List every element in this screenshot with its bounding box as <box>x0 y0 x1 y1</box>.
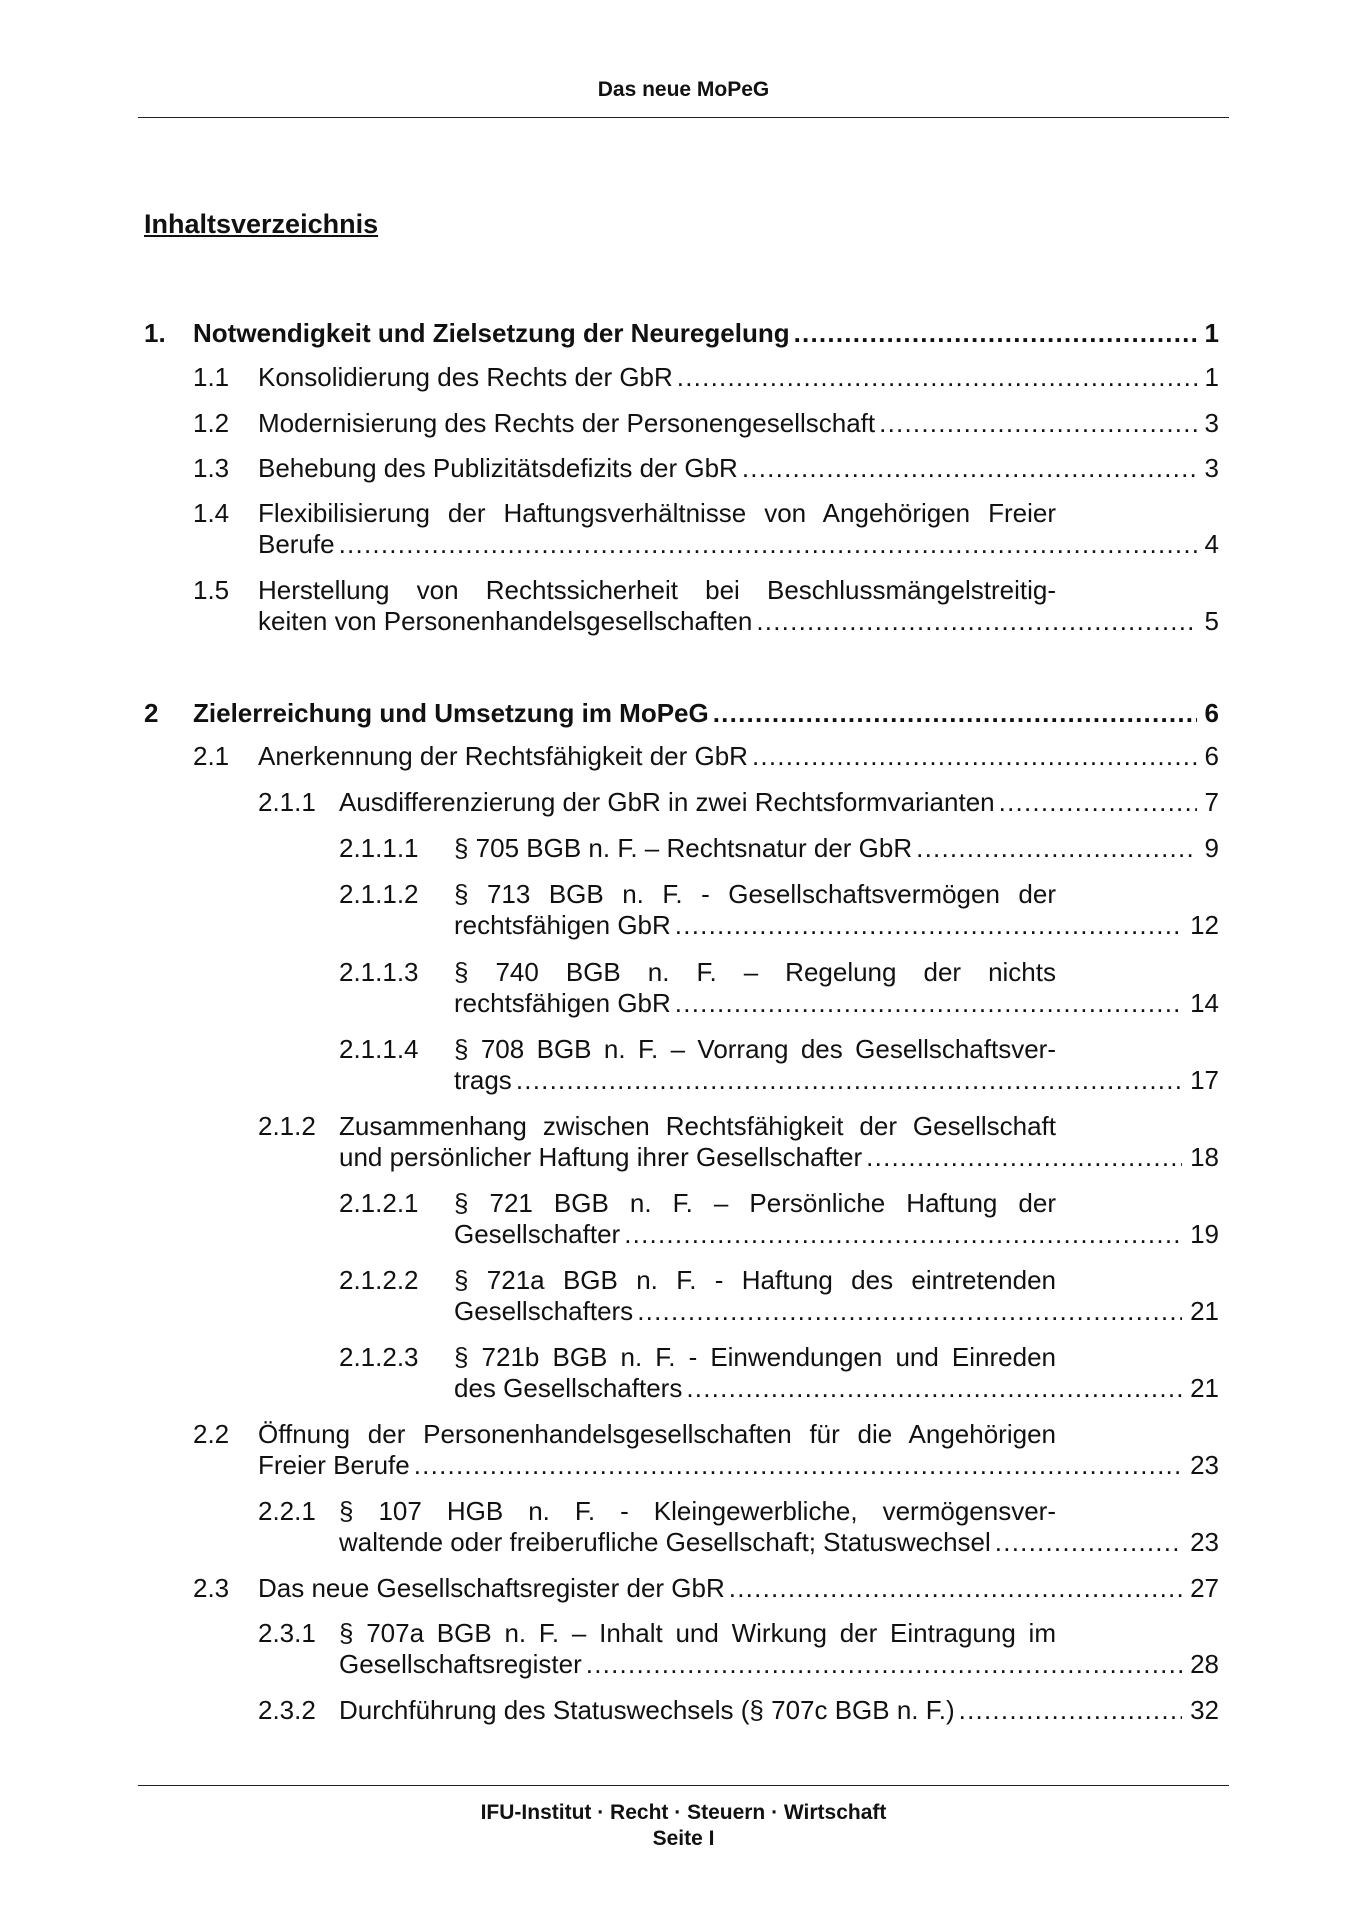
dot-leader <box>675 910 1182 941</box>
dot-leader <box>637 1296 1182 1327</box>
toc-entry-title-line: Berufe <box>258 529 335 559</box>
toc-entry-number: 2.1.2.2 <box>339 1265 419 1295</box>
toc-entry-page-number: 12 <box>1190 910 1219 940</box>
toc-entry-title-line: rechtsfähigen GbR <box>454 988 671 1018</box>
toc-entry-title-line: des Gesellschafters <box>454 1373 683 1403</box>
toc-entry-title-line: Modernisierung des Rechts der Personengesellschaft <box>258 408 876 438</box>
dot-leader <box>756 606 1196 637</box>
toc-entry-page-number: 27 <box>1190 1573 1219 1603</box>
toc-entry-number: 2.2 <box>193 1419 230 1449</box>
toc-entry-title-line: Notwendigkeit und Zielsetzung der Neuregelung <box>193 318 790 348</box>
toc-entry-number: 1.1 <box>193 362 230 392</box>
toc-title: Inhaltsverzeichnis <box>144 209 379 239</box>
footer-rule <box>138 1785 1229 1786</box>
toc-entry-title-line: Anerkennung der Rechtsfähigkeit der GbR <box>258 741 748 771</box>
toc-entry-page-number: 21 <box>1190 1296 1219 1326</box>
dot-leader <box>624 1219 1182 1250</box>
dot-leader <box>414 1450 1182 1481</box>
toc-entry-page-number: 3 <box>1204 453 1219 483</box>
toc-entry-title-line: § 740 BGB n. F. – Regelung der nichts <box>454 957 1056 987</box>
toc-entry-title-line: § 713 BGB n. F. - Gesellschaftsvermögen der <box>454 879 1056 909</box>
dot-leader <box>999 787 1197 818</box>
toc-entry-title-line: Gesellschaftsregister <box>339 1649 582 1679</box>
toc-entry-number: 2.1.1.1 <box>339 833 419 863</box>
toc-entry-number: 2.1.1.2 <box>339 879 419 909</box>
footer-institute: IFU-Institut · Recht · Steuern · Wirtschaft <box>480 1801 887 1824</box>
dot-leader <box>866 1142 1182 1173</box>
toc-entry-title-line: Herstellung von Rechtssicherheit bei Beschlussmängelstreitig- <box>258 575 1056 605</box>
dot-leader <box>752 741 1197 772</box>
toc-entry-title-line: § 721b BGB n. F. - Einwendungen und Einreden <box>454 1342 1056 1372</box>
toc-entry-title-line: Das neue Gesellschaftsregister der GbR <box>258 1573 725 1603</box>
toc-entry-page-number: 17 <box>1190 1065 1219 1095</box>
toc-entry-page-number: 32 <box>1190 1695 1219 1725</box>
toc-entry-number: 1.2 <box>193 408 230 438</box>
dot-leader <box>959 1695 1182 1726</box>
toc-entry-title-line: § 721 BGB n. F. – Persönliche Haftung der <box>454 1188 1056 1218</box>
toc-entry-number: 2.1.1.3 <box>339 957 419 987</box>
toc-entry-page-number: 23 <box>1190 1450 1219 1480</box>
dot-leader <box>713 698 1197 729</box>
toc-entry-number: 2 <box>144 698 159 728</box>
running-header: Das neue MoPeG <box>597 78 770 101</box>
header-rule <box>138 117 1229 118</box>
toc-entry-page-number: 14 <box>1190 988 1219 1018</box>
toc-entry-title-line: Ausdifferenzierung der GbR in zwei Rechtsformvarianten <box>339 787 995 817</box>
toc-entry-title-line: Behebung des Publizitätsdefizits der GbR <box>258 453 738 483</box>
toc-entry-title-line: Konsolidierung des Rechts der GbR <box>258 362 673 392</box>
toc-entry-title-line: § 708 BGB n. F. – Vorrang des Gesellschaftsver- <box>454 1034 1056 1064</box>
toc-entry-page-number: 18 <box>1190 1142 1219 1172</box>
toc-entry-page-number: 4 <box>1204 529 1219 559</box>
toc-entry-page-number: 6 <box>1204 741 1219 771</box>
dot-leader <box>339 529 1197 560</box>
toc-entry-title-line: § 707a BGB n. F. – Inhalt und Wirkung der Eintragung im <box>339 1618 1056 1648</box>
toc-entry-title-line: Zusammenhang zwischen Rechtsfähigkeit der Gesellschaft <box>339 1111 1056 1141</box>
toc-entry-number: 1. <box>144 318 166 348</box>
toc-entry-number: 1.5 <box>193 575 230 605</box>
toc-entry-number: 2.2.1 <box>258 1496 316 1526</box>
toc-entry-number: 2.1.2.3 <box>339 1342 419 1372</box>
dot-leader <box>675 988 1182 1019</box>
footer-page-number: Seite I <box>652 1827 715 1850</box>
toc-entry-page-number: 1 <box>1204 318 1219 348</box>
toc-entry-title-line: Gesellschafter <box>454 1219 621 1249</box>
toc-entry-number: 2.3 <box>193 1573 230 1603</box>
dot-leader <box>794 318 1197 349</box>
dot-leader <box>742 453 1197 484</box>
dot-leader <box>516 1065 1182 1096</box>
toc-entry-page-number: 6 <box>1204 698 1219 728</box>
toc-entry-page-number: 3 <box>1204 408 1219 438</box>
toc-entry-page-number: 28 <box>1190 1649 1219 1679</box>
dot-leader <box>729 1573 1182 1604</box>
toc-entry-page-number: 19 <box>1190 1219 1219 1249</box>
toc-entry-title-line: § 721a BGB n. F. - Haftung des eintretenden <box>454 1265 1056 1295</box>
toc-entry-title-line: § 705 BGB n. F. – Rechtsnatur der GbR <box>454 833 913 863</box>
toc-entry-page-number: 1 <box>1204 362 1219 392</box>
toc-entry-title-line: trags <box>454 1065 512 1095</box>
toc-entry-title-line: waltende oder freiberufliche Gesellschaft; Statuswechsel <box>339 1527 991 1557</box>
toc-entry-page-number: 7 <box>1204 787 1219 817</box>
toc-entry-number: 2.3.1 <box>258 1618 316 1648</box>
toc-entry-title-line: Öffnung der Personenhandelsgesellschaften für die Angehörigen <box>258 1419 1056 1449</box>
toc-entry-title-line: Durchführung des Statuswechsels (§ 707c BGB n. F.) <box>339 1695 955 1725</box>
toc-entry-title-line: rechtsfähigen GbR <box>454 910 671 940</box>
toc-entry-number: 2.3.2 <box>258 1695 316 1725</box>
toc-entry-page-number: 5 <box>1204 606 1219 636</box>
toc-entry-page-number: 21 <box>1190 1373 1219 1403</box>
toc-entry-title-line: Flexibilisierung der Haftungsverhältnisse von Angehörigen Freier <box>258 498 1056 528</box>
dot-leader <box>916 833 1196 864</box>
dot-leader <box>677 362 1197 393</box>
toc-entry-number: 1.4 <box>193 498 230 528</box>
dot-leader <box>879 408 1196 439</box>
toc-entry-number: 2.1 <box>193 741 230 771</box>
toc-entry-number: 2.1.2 <box>258 1111 316 1141</box>
toc-entry-number: 1.3 <box>193 453 230 483</box>
dot-leader <box>586 1649 1182 1680</box>
toc-entry-number: 2.1.1.4 <box>339 1034 419 1064</box>
toc-entry-title-line: und persönlicher Haftung ihrer Gesellschafter <box>339 1142 863 1172</box>
toc-entry-title-line: Zielerreichung und Umsetzung im MoPeG <box>193 698 709 728</box>
dot-leader <box>995 1527 1182 1558</box>
toc-entry-number: 2.1.2.1 <box>339 1188 419 1218</box>
toc-entry-page-number: 9 <box>1204 833 1219 863</box>
toc-entry-title-line: Freier Berufe <box>258 1450 410 1480</box>
toc-entry-page-number: 23 <box>1190 1527 1219 1557</box>
toc-entry-title-line: Gesellschafters <box>454 1296 634 1326</box>
dot-leader <box>686 1373 1182 1404</box>
toc-entry-title-line: § 107 HGB n. F. - Kleingewerbliche, vermögensver- <box>339 1496 1056 1526</box>
toc-entry-title-line: keiten von Personenhandelsgesellschaften <box>258 606 753 636</box>
toc-entry-number: 2.1.1 <box>258 787 316 817</box>
